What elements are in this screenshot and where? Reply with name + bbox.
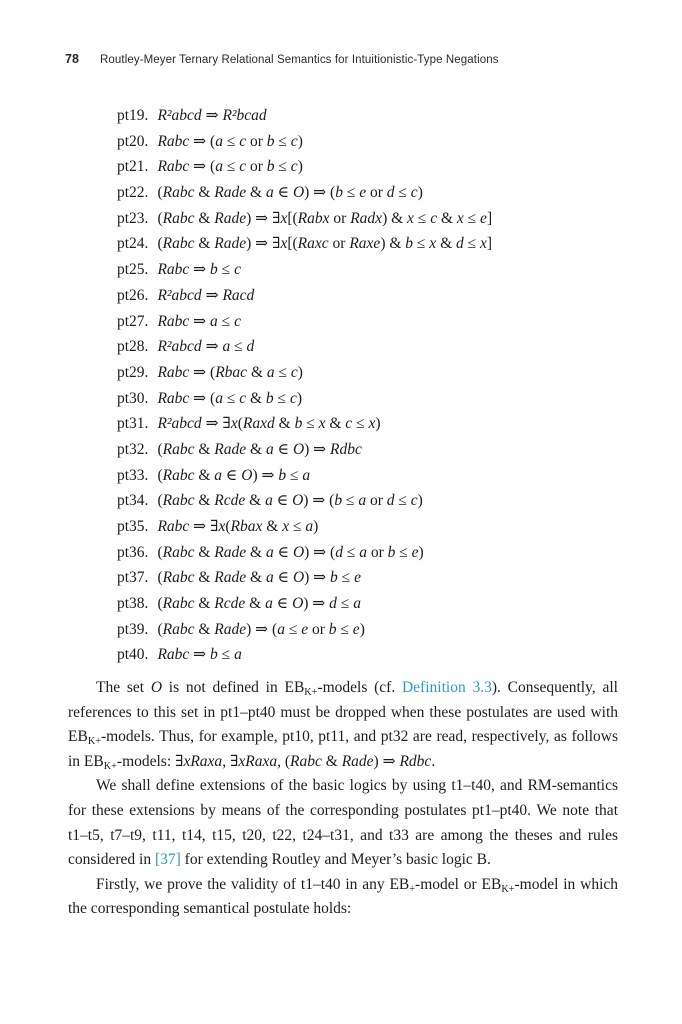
postulate-formula: (Rabc & Rcde & a ∈ O) ⇒ d ≤ a	[157, 595, 361, 613]
italic-text: O	[150, 679, 163, 696]
running-title: Routley-Meyer Ternary Relational Semantics for Intuitionistic-Type Negations	[100, 54, 499, 66]
postulate-label: pt19.	[117, 107, 149, 124]
paragraph-2	[68, 774, 618, 872]
postulate-row-pt21	[117, 154, 652, 180]
postulate-label: pt25.	[117, 261, 149, 279]
paragraph-3	[68, 873, 618, 922]
postulate-row-pt22	[117, 180, 652, 206]
postulate-label: pt24.	[117, 235, 149, 253]
body-text	[68, 676, 618, 922]
postulate-formula: Rabc ⇒ b ≤ a	[157, 646, 242, 664]
postulate-row-pt30	[117, 386, 652, 412]
text-segment: We shall define extensions of the basic logics by using t1–t40, and RM-semantics for these extensions by means of the corresponding postulates pt1–pt40. We note that t1–t5, t7–t9, t11, t14, t15, t20, t22, t24–t31, and t33 are among the theses and rules considered in	[68, 777, 618, 869]
postulate-label: pt23.	[117, 209, 149, 227]
postulate-label: pt27.	[117, 312, 149, 330]
postulate-row-pt27	[117, 309, 652, 335]
postulate-formula: (Rabc & Rade & a ∈ O) ⇒ Rdbc	[157, 440, 362, 458]
postulate-formula: (Rabc & Rade & a ∈ O) ⇒ (b ≤ e or d ≤ c)	[157, 184, 423, 202]
subscript-text: K+	[501, 883, 515, 895]
postulate-formula: Rabc ⇒ (a ≤ c or b ≤ c)	[157, 132, 303, 150]
cross-reference-link[interactable]: [37]	[154, 851, 181, 869]
text-segment: -model in which the corresponding semantical postulate holds:	[68, 875, 619, 918]
postulate-formula: (Rabc & Rade & a ∈ O) ⇒ (d ≤ a or b ≤ e)	[157, 543, 424, 561]
postulate-label: pt20.	[117, 132, 149, 150]
postulate-formula: (Rabc & Rade) ⇒ ∃x[(Rabx or Radx) & x ≤ c & x ≤ e]	[157, 209, 493, 227]
postulate-formula: (Rabc & a ∈ O) ⇒ b ≤ a	[157, 466, 311, 484]
page-header	[65, 52, 642, 66]
postulate-formula: R²abcd ⇒ R²bcad	[157, 107, 267, 124]
postulate-label: pt39.	[117, 620, 149, 638]
postulate-label: pt21.	[117, 158, 149, 176]
postulate-formula: Rabc ⇒ (a ≤ c or b ≤ c)	[157, 158, 303, 176]
postulate-formula: R²abcd ⇒ ∃x(Raxd & b ≤ x & c ≤ x)	[157, 415, 381, 433]
postulate-formula: (Rabc & Rade) ⇒ (a ≤ e or b ≤ e)	[157, 620, 365, 638]
postulate-label: pt31.	[117, 415, 149, 433]
subscript-text: K+	[87, 736, 101, 748]
postulate-label: pt40.	[117, 646, 149, 664]
postulate-label: pt32.	[117, 440, 149, 458]
postulate-formula: R²abcd ⇒ a ≤ d	[157, 338, 255, 356]
postulate-row-pt20	[117, 129, 652, 155]
text-segment: -models (cf.	[317, 679, 402, 696]
inline-formula: ∃xRaxa, ∃xRaxa, (Rabc & Rade) ⇒ Rdbc.	[175, 752, 436, 770]
postulate-row-pt29	[117, 360, 652, 386]
text-segment: is not defined in EB	[162, 679, 305, 696]
postulate-label: pt22.	[117, 184, 149, 202]
postulate-row-pt35	[117, 514, 652, 540]
postulate-row-pt31	[117, 411, 652, 437]
postulate-row-pt26	[117, 283, 652, 309]
postulate-formula: Rabc ⇒ (a ≤ c & b ≤ c)	[157, 389, 302, 407]
subscript-text: K+	[304, 686, 318, 698]
postulate-row-pt24	[117, 231, 652, 257]
postulate-formula: R²abcd ⇒ Racd	[157, 286, 255, 304]
postulate-row-pt36	[117, 540, 652, 566]
postulate-list	[117, 103, 652, 668]
postulate-label: pt37.	[117, 569, 149, 587]
paragraph-1	[68, 676, 618, 774]
postulate-formula: Rabc ⇒ (Rbac & a ≤ c)	[157, 363, 303, 381]
postulate-formula: (Rabc & Rade & a ∈ O) ⇒ b ≤ e	[157, 569, 361, 587]
text-segment: Firstly, we prove the validity of t1–t40 in any EB	[96, 875, 410, 893]
postulate-formula: (Rabc & Rcde & a ∈ O) ⇒ (b ≤ a or d ≤ c)	[157, 492, 423, 510]
postulate-label: pt29.	[117, 363, 149, 381]
postulate-row-pt23	[117, 206, 652, 232]
postulate-row-pt34	[117, 488, 652, 514]
text-segment: ). Consequently, all references to this set in pt1–pt40 must be dropped when these postulates are used with EB	[68, 679, 618, 746]
text-segment: for extending Routley and Meyer’s basic logic B.	[180, 851, 491, 869]
postulate-row-pt40	[117, 642, 652, 668]
postulate-row-pt28	[117, 334, 652, 360]
subscript-text: +	[409, 883, 416, 895]
cross-reference-link[interactable]: Definition 3.3	[401, 679, 492, 696]
postulate-label: pt33.	[117, 466, 149, 484]
page-number: 78	[65, 52, 79, 66]
postulate-label: pt36.	[117, 543, 149, 561]
postulate-row-pt19	[117, 103, 652, 129]
postulate-row-pt38	[117, 591, 652, 617]
text-segment: -models. Thus, for example, pt10, pt11, and pt32 are read, respectively, as follows in EB	[68, 728, 618, 770]
postulate-label: pt34.	[117, 492, 149, 510]
postulate-row-pt32	[117, 437, 652, 463]
postulate-row-pt33	[117, 463, 652, 489]
text-segment: -models:	[116, 752, 176, 770]
postulate-formula: (Rabc & Rade) ⇒ ∃x[(Raxc or Raxe) & b ≤ x & d ≤ x]	[157, 235, 493, 253]
postulate-label: pt28.	[117, 338, 149, 356]
text-segment: The set	[96, 679, 151, 696]
subscript-text: K+	[103, 760, 117, 772]
postulate-label: pt35.	[117, 518, 149, 535]
postulate-label: pt30.	[117, 389, 149, 407]
postulate-formula: Rabc ⇒ a ≤ c	[157, 312, 241, 330]
postulate-row-pt39	[117, 617, 652, 643]
postulate-label: pt38.	[117, 595, 149, 613]
postulate-row-pt25	[117, 257, 652, 283]
text-segment: -model or EB	[415, 875, 502, 893]
postulate-label: pt26.	[117, 286, 149, 304]
postulate-formula: Rabc ⇒ ∃x(Rbax & x ≤ a)	[157, 518, 319, 535]
postulate-row-pt37	[117, 565, 652, 591]
postulate-formula: Rabc ⇒ b ≤ c	[157, 261, 241, 279]
